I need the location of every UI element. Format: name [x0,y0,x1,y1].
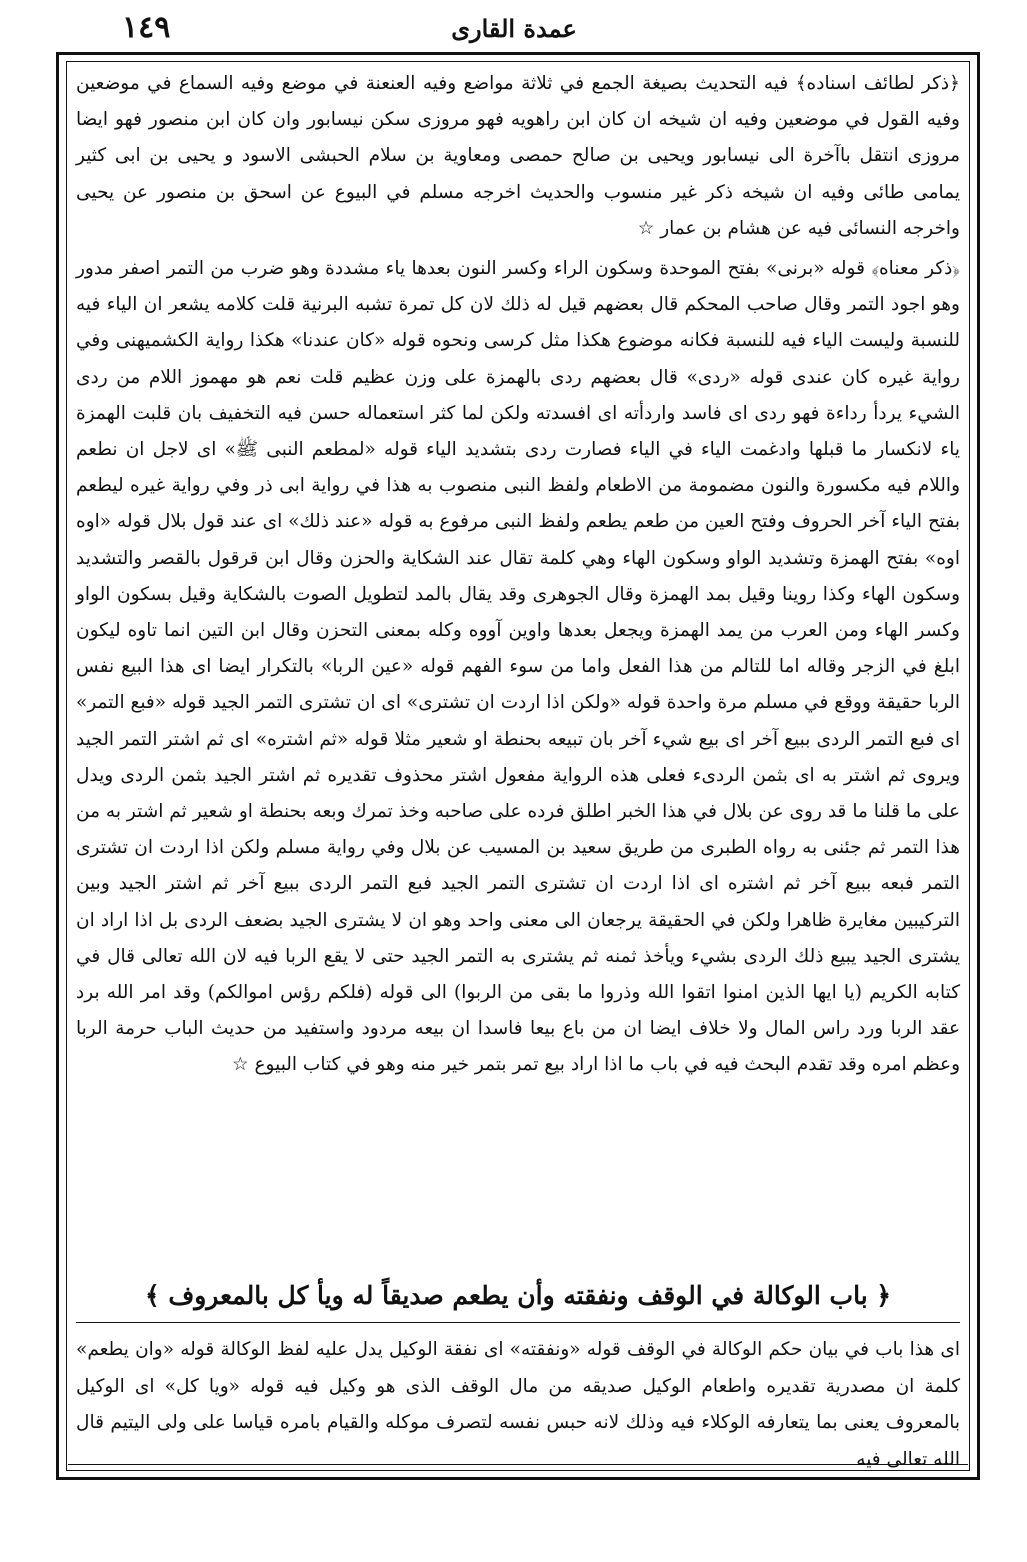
chapter-divider [76,1322,960,1323]
chapter-heading: ﴿ باب الوكالة في الوقف ونفقته وأن يطعم صديقاً له ويأ كل بالمعروف ﴾ [144,1281,892,1310]
chapter-body-text: اى هذا باب في بيان حكم الوكالة في الوقف قوله «ونفقته» اى نفقة الوكيل يدل عليه لفظ الوكالة قوله «وان يطعم» كلمة ان مصدرية تقديره واطعام الوكيل صديقه من مال الوقف الذى هو وكيل فيه قوله «ويا كل» اى الوكيل بالمعروف يعنى بما يتعارفه الوكلاء فيه وذلك لانه حبس نفسه لتصرف موكله والقيام بامره قياسا على ولى اليتيم قال الله تعالى فيه [76,1339,960,1470]
page-header [58,6,970,52]
commentary-text [76,66,960,1084]
page-number: ١٤٩ [122,10,171,45]
paragraph-isnad: ﴿ذكر لطائف اسناده﴾ فيه التحديث بصيغة الجمع في ثلاثة مواضع وفيه العنعنة في موضع وفيه السماع في موضعين وفيه القول في موضعين وفيه ان شيخه ان كان ابن راهويه فهو مروزى سكن نيسابور وان كان ابن منصور فهو ايضا مروزى انتقل باآخرة الى نيسابور ويحيى بن صالح حمصى ومعاوية بن سلام الحبشى الاسود و يحيى بن ابى كثير يمامى طائى وفيه ان شيخه ذكر غير منسوب والحديث اخرجه مسلم في البيوع عن اسحق بن منصور عن يحيى واخرجه النسائى فيه عن هشام بن عمار ☆ [76,73,960,239]
running-head: عمدة القارى [451,14,577,43]
bottom-rule [68,1464,968,1465]
paragraph-meaning: ﴿ذكر معناه﴾ قوله «برنى» بفتح الموحدة وسكون الراء وكسر النون بعدها ياء مشددة وهو ضرب من التمر اصفر مدور وهو اجود التمر وقال صاحب المحكم قال بعضهم قيل له ذلك لان كل تمرة تشبه البرنية قلت كلامه يشعر ان الياء فيه للنسبة وليست الياء فيه للنسبة فكانه موضوع هكذا مثل كرسى ونحوه قوله «كان عندنا» هكذا رواية الكشميهنى وفي رواية غيره كان عندى قوله «ردى» قال بعضهم ردى بالهمزة على وزن عظيم قلت نعم هو مهموز اللام من ردى الشيء يردأ رداءة فهو ردى اى فاسد واردأته اى افسدته ولكن لما كثر استعماله حسن فيه التخفيف بان قلبت الهمزة ياء لانكسار ما قبلها وادغمت الياء في الياء فصارت ردى بتشديد الياء قوله «لمطعم النبى ﷺ» اى لاجل ان نطعم واللام فيه مكسورة والنون مضمومة من الاطعام ولفظ النبى منصوب به هذا في رواية ابى ذر وفي رواية غيره ليطعم بفتح الياء آخر الحروف وفتح العين من طعم يطعم ولفظ النبى مرفوع به قوله «عند ذلك» اى عند قول بلال قوله «اوه اوه» بفتح الهمزة وتشديد الواو وسكون الهاء وهي كلمة تقال عند الشكاية والحزن وقال ابن قرقول بالقصر والتشديد وسكون الهاء وكذا روينا وقيل بمد الهمزة وقال الجوهرى وقد يقال بالمد لتطويل الصوت بالشكاية وقيل بسكون الواو وكسر الهاء ومن العرب من يمد الهمزة ويجعل بعدها واوين آووه وكله بمعنى التحزن وقال ابن التين انما تاوه ليكون ابلغ في الزجر وقاله اما للتالم من هذا الفعل واما من سوء الفهم قوله «عين الربا» بالتكرار ايضا اى هذا البيع نفس الربا حقيقة ووقع في مسلم مرة واحدة قوله «ولكن اذا اردت ان تشترى» اى ان تشترى التمر الجيد قوله «فبع التمر» اى فبع التمر الردى ببيع آخر اى بيع شيء آخر بان تبيعه بحنطة او شعير مثلا قوله «ثم اشتره» اى ثم اشتر التمر الجيد ويروى ثم اشتر به اى بثمن الردىء فعلى هذه الرواية مفعول اشتر محذوف تقديره ثم اشتر الجيد بثمن الردى ويدل على ما قلنا ما قد روى عن بلال في هذا الخبر اطلق فرده على صاحبه وخذ تمرك وبعه بحنطة او شعير ثم اشتر به من هذا التمر ثم جئنى به رواه الطبرى من طريق سعيد بن المسيب عن بلال وفي رواية مسلم ولكن اذا اردت ان تشترى التمر فبعه ببيع آخر ثم اشتره اى اذا اردت ان تشترى التمر الجيد فبع التمر الردى ببيع آخر ثم اشتر الجيد وبين التركيبين مغايرة ظاهرا ولكن في الحقيقة يرجعان الى معنى واحد وهو ان لا يشترى الجيد بضعف الردى بل اذا اراد ان يشترى الجيد يبيع ذلك الردى بشيء ويأخذ ثمنه ثم يشترى به التمر الجيد حتى لا يقع الربا فيه لان الله تعالى قال في كتابه الكريم (يا ايها الذين امنوا اتقوا الله وذروا ما بقى من الربوا) الى قوله (فلكم رؤس اموالكم) وقد امر الله برد عقد الربا ورد راس المال ولا خلاف ايضا ان من باع بيعا فاسدا ان بيعه مردود واستفيد من حديث الباب حرمة الربا وعظم امره وقد تقدم البحث فيه في باب ما اذا اراد بيع تمر بتمر خير منه وهو في كتاب البيوع ☆ [76,258,960,1076]
